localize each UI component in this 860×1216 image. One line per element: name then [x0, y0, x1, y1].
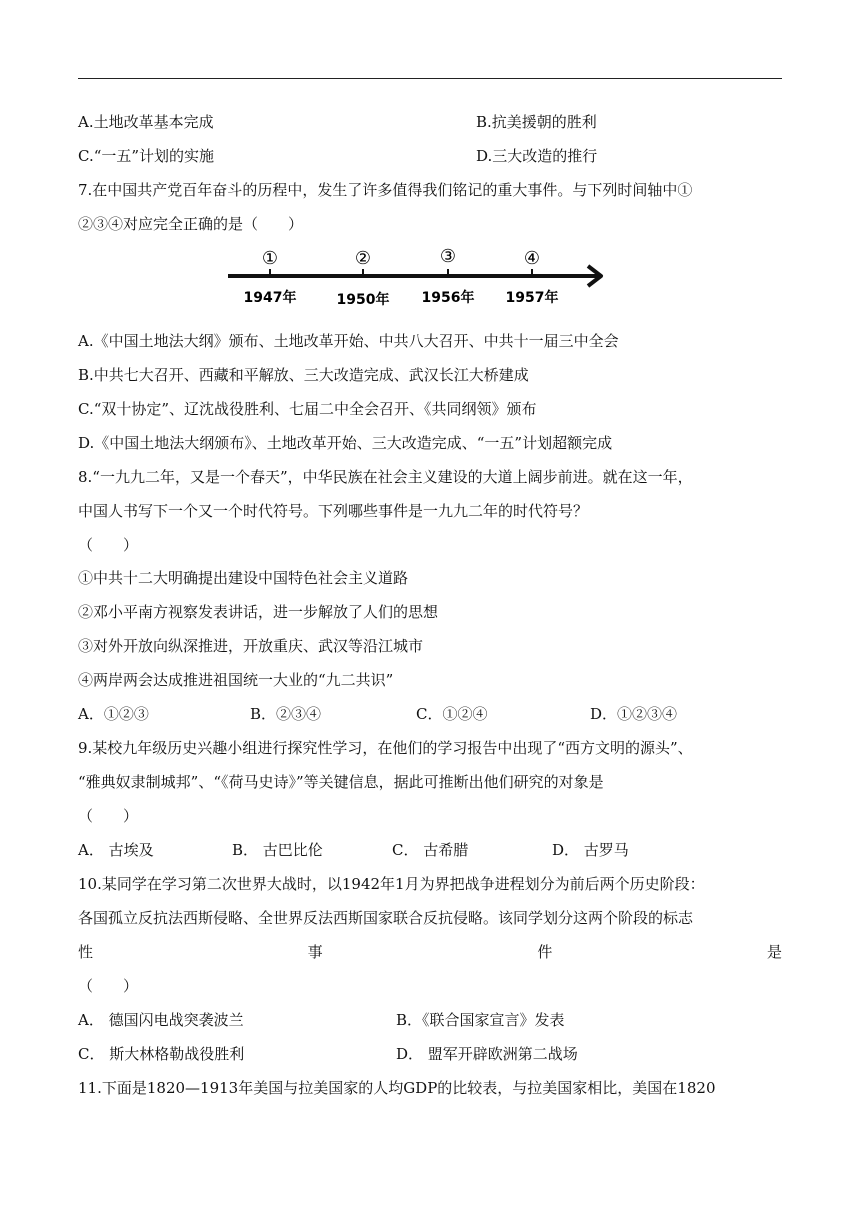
q6-option-c: C.“一五”计划的实施: [78, 147, 215, 165]
q10-stem-line3: [78, 941, 782, 963]
q8-option-a: A．①②③: [78, 705, 149, 723]
q10-word-3: 件: [537, 943, 553, 961]
q8-stem-line2: 中国人书写下一个又一个时代符号。下列哪些事件是一九九二年的时代符号？: [78, 502, 589, 520]
q9-answer-paren: （ ）: [78, 807, 139, 825]
header-rule: [78, 78, 782, 79]
q9-option-a: A． 古埃及: [78, 841, 154, 859]
timeline-graphic: [226, 240, 610, 314]
q10-word-4: 是: [766, 943, 782, 961]
q10-word-1: 性: [78, 943, 94, 961]
q8-item-2: ②邓小平南方视察发表讲话，进一步解放了人们的思想: [78, 603, 439, 621]
q7-option-c: C.“双十协定”、辽沈战役胜利、七届二中全会召开、《共同纲领》颁布: [78, 400, 537, 418]
timeline-marker-2: ②: [354, 248, 372, 269]
q6-option-a: A.土地改革基本完成: [78, 113, 214, 131]
q8-option-b: B．②③④: [250, 705, 322, 723]
q10-stem-line2: 各国孤立反抗法西斯侵略、全世界反法西斯国家联合反抗侵略。该同学划分这两个阶段的标志: [78, 909, 694, 927]
timeline-year-4: 1957年: [505, 290, 559, 306]
q7-option-d: D.《中国土地法大纲颁布》、土地改革开始、三大改造完成、“一五”计划超额完成: [78, 434, 613, 452]
q6-option-d: D.三大改造的推行: [476, 147, 598, 165]
q9-stem-line2: “雅典奴隶制城邦”、“《荷马史诗》”等关键信息，据此可推断出他们研究的对象是: [78, 773, 604, 791]
q8-option-d: D．①②③④: [590, 705, 678, 723]
q9-option-b: B． 古巴比伦: [232, 841, 323, 859]
q8-item-3: ③对外开放向纵深推进，开放重庆、武汉等沿江城市: [78, 637, 424, 655]
q10-option-a: A． 德国闪电战突袭波兰: [78, 1011, 244, 1029]
timeline-marker-1: ①: [261, 248, 279, 269]
q8-item-4: ④两岸两会达成推进祖国统一大业的“九二共识”: [78, 671, 394, 689]
q8-item-1: ①中共十二大明确提出建设中国特色社会主义道路: [78, 569, 409, 587]
q9-stem-line1: 9.某校九年级历史兴趣小组进行探究性学习，在他们的学习报告中出现了“西方文明的源头”、: [78, 739, 693, 757]
q8-option-c: C．①②④: [416, 705, 488, 723]
timeline-year-1: 1947年: [243, 290, 297, 306]
q8-answer-paren: （ ）: [78, 536, 139, 554]
q10-answer-paren: （ ）: [78, 977, 139, 995]
timeline-year-3: 1956年: [421, 290, 475, 306]
q10-option-b: B．《联合国家宣言》发表: [396, 1011, 565, 1029]
q10-option-c: C． 斯大林格勒战役胜利: [78, 1045, 245, 1063]
q8-stem-line1: 8.“一九九二年，又是一个春天”，中华民族在社会主义建设的大道上阔步前进。就在这一年，: [78, 468, 693, 486]
q9-option-d: D． 古罗马: [552, 841, 629, 859]
q10-option-d: D． 盟军开辟欧洲第二战场: [396, 1045, 578, 1063]
timeline-marker-4: ④: [523, 248, 541, 269]
q7-stem-line2: ②③④对应完全正确的是（ ）: [78, 215, 304, 233]
timeline-marker-3: ③: [439, 246, 457, 267]
q7-option-b: B.中共七大召开、西藏和平解放、三大改造完成、武汉长江大桥建成: [78, 366, 529, 384]
q7-stem-line1: 7.在中国共产党百年奋斗的历程中，发生了许多值得我们铭记的重大事件。与下列时间轴中①: [78, 181, 693, 199]
q7-timeline: [226, 240, 610, 314]
q7-option-a: A.《中国土地法大纲》颁布、土地改革开始、中共八大召开、中共十一届三中全会: [78, 332, 619, 350]
q10-stem-line1: 10.某同学在学习第二次世界大战时，以1942年1月为界把战争进程划分为前后两个历史阶段：: [78, 875, 705, 893]
timeline-year-2: 1950年: [336, 292, 390, 308]
q11-stem-line1: 11.下面是1820—1913年美国与拉美国家的人均GDP的比较表，与拉美国家相比，美国在1820: [78, 1079, 716, 1097]
q10-word-2: 事: [307, 943, 323, 961]
q9-option-c: C． 古希腊: [392, 841, 469, 859]
q6-option-b: B.抗美援朝的胜利: [476, 113, 597, 131]
